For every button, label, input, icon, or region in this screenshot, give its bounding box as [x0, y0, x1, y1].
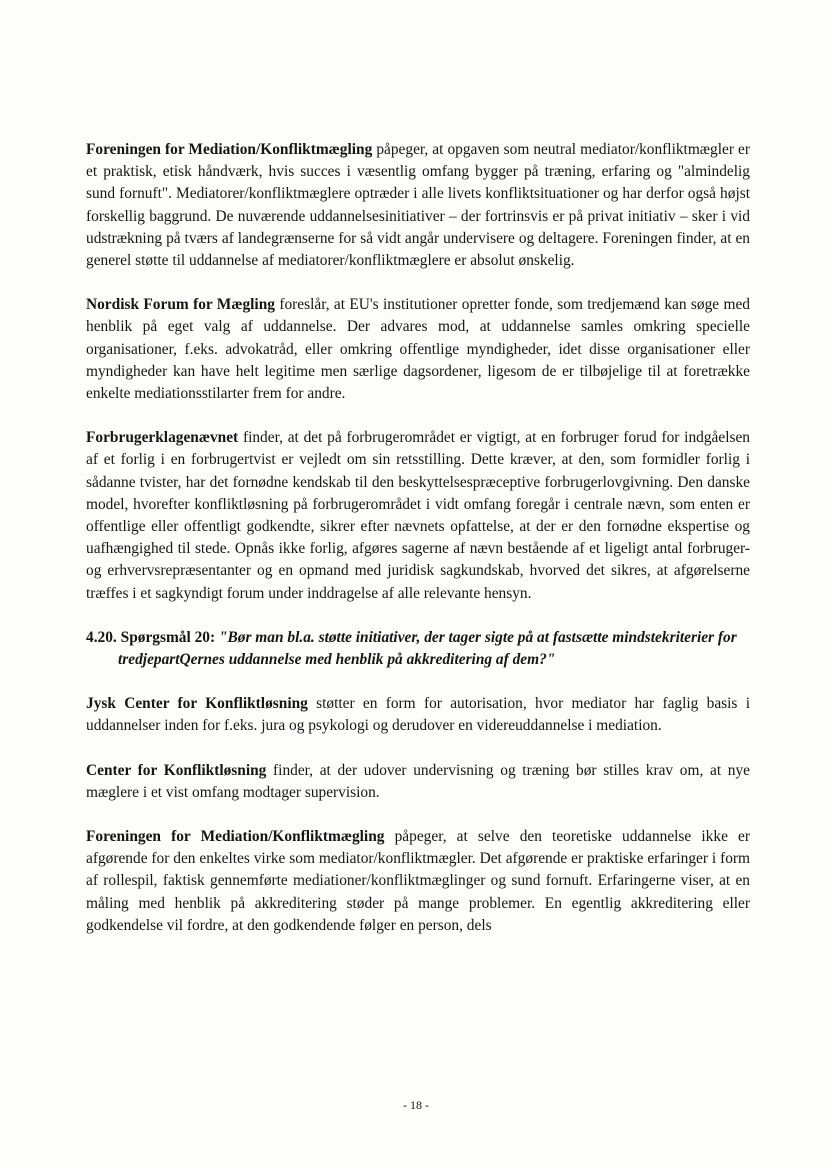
paragraph-lead: Nordisk Forum for Mægling — [86, 296, 275, 314]
paragraph-lead: Forbrugerklagenævnet — [86, 429, 239, 447]
paragraph-nordisk-forum — [86, 294, 750, 405]
paragraph-forbrugerklagenaevnet — [86, 427, 750, 605]
question-heading — [86, 627, 750, 671]
question-label: 4.20. Spørgsmål 20: — [86, 628, 219, 646]
paragraph-jysk-center — [86, 693, 750, 737]
page-number: - 18 - — [403, 1098, 429, 1112]
paragraph-lead: Foreningen for Mediation/Konfliktmægling — [86, 828, 385, 846]
paragraph-text: påpeger, at opgaven som neutral mediator/konfliktmægler er et praktisk, etisk håndværk, hvis succes i væsentlig omfang bygger på træning, erfaring og "almindelig sund fornuft". Mediatorer/konfliktmæglere optræder i alle livets konfliktsituationer og har derfor også højst forskellig baggrund. De nuværende uddannelsesinitiativer – der fortrinsvis er på privat initiativ – sker i vid udstrækning på tværs af landegrænserne for så vidt angår undervisere og deltagere. Foreningen finder, at en generel støtte til uddannelse af mediatorer/konfliktmæglere er absolut ønskelig. — [86, 141, 750, 270]
paragraph-text: finder, at det på forbrugerområdet er vigtigt, at en forbruger forud for indgåelsen af et forlig i en forbrugertvist er vejledt om sin retsstilling. Dette kræver, at den, som formidler forlig i sådanne tvister, har det fornødne kendskab til den beskyttelsespræceptive forbrugerlovgivning. Den danske model, hvorefter konfliktløsning på forbrugerområdet i vidt omfang foregår i centrale nævn, som enten er offentlige eller offentligt godkendte, sikrer efter nævnets opfattelse, at der er den fornødne ekspertise og uafhængighed til stede. Opnås ikke forlig, afgøres sagerne af nævn bestående af et ligeligt antal forbruger- og erhvervsrepræsentanter og en opmand med juridisk sagkundskab, hvorved det sikres, at afgørelserne træffes i et sagkyndigt forum under inddragelse af alle relevante hensyn. — [86, 429, 750, 602]
paragraph-foreningen-2 — [86, 826, 750, 937]
paragraph-center-konfliktloesning — [86, 760, 750, 804]
paragraph-foreningen-1 — [86, 139, 750, 272]
paragraph-text: finder, at der udover undervisning og træning bør stilles krav om, at nye mæglere i et vist omfang modtager supervision. — [86, 761, 750, 801]
paragraph-lead: Jysk Center for Konfliktløsning — [86, 695, 308, 713]
paragraph-lead: Foreningen for Mediation/Konfliktmægling — [86, 141, 373, 158]
paragraph-text: støtter en form for autorisation, hvor mediator har faglig basis i uddannelser inden for f.eks. jura og psykologi og derudover en videreuddannelse i mediation. — [86, 695, 750, 735]
question-text: "Bør man bl.a. støtte initiativer, der tager sigte på at fastsætte mindstekriterier for tredjepartQernes uddannelse med henblik på akkreditering af dem?" — [118, 628, 737, 669]
page-content — [86, 139, 750, 959]
paragraph-text: påpeger, at selve den teoretiske uddannelse ikke er afgørende for den enkeltes virke som mediator/konfliktmægler. Det afgørende er praktiske erfaringer i form af rollespil, faktisk gennemførte mediationer/konfliktmæglinger og sund fornuft. Erfaringerne viser, at en måling med henblik på akkreditering støder på mange problemer. En egentlig akkreditering eller godkendelse vil fordre, at den godkendende følger en person, dels — [86, 828, 750, 934]
paragraph-lead: Center for Konfliktløsning — [86, 761, 267, 779]
paragraph-text: foreslår, at EU's institutioner opretter fonde, som tredjemænd kan søge med henblik på eget valg af uddannelse. Der advares mod, at uddannelse samles omkring specielle organisationer, f.eks. advokatråd, eller omkring offentlige myndigheder, idet disse organisationer eller myndigheder kan have helt legitime men særlige dagsordener, ligesom de er tilbøjelige til at foretrække enkelte mediationsstilarter frem for andre. — [86, 296, 750, 403]
